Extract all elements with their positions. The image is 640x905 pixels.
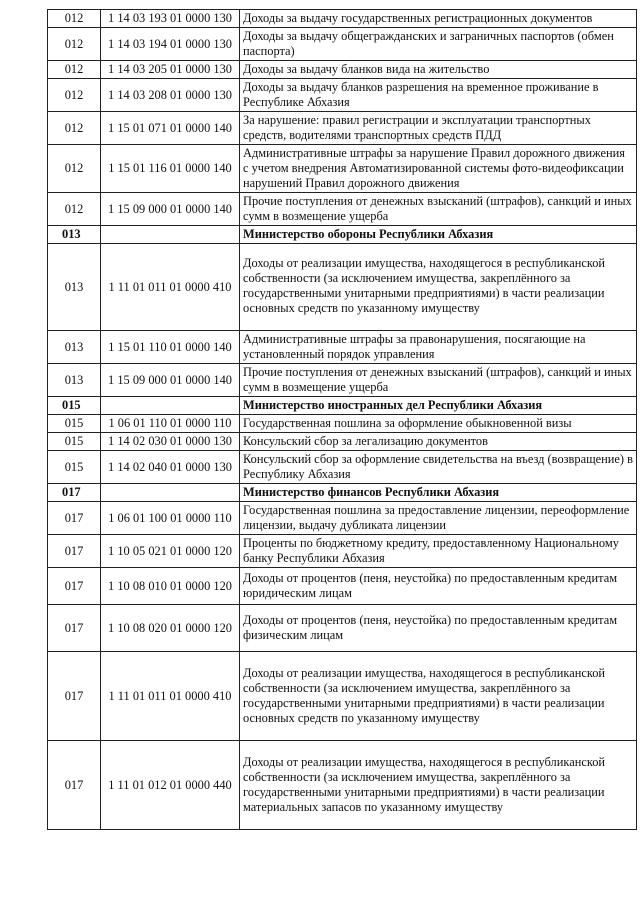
budget-code-cell: 1 15 01 071 01 0000 140 — [101, 112, 240, 145]
table-row — [48, 741, 637, 830]
table-row — [48, 652, 637, 741]
revenue-name-cell: Консульский сбор за легализацию документов — [240, 433, 637, 451]
table-row — [48, 61, 637, 79]
admin-code-cell: 017 — [48, 502, 101, 535]
revenue-name-cell: Прочие поступления от денежных взысканий (штрафов), санкций и иных сумм в возмещение ущерба — [240, 193, 637, 226]
budget-code-cell: 1 14 02 040 01 0000 130 — [101, 451, 240, 484]
revenue-name-cell: Административные штрафы за правонарушения, посягающие на установленный порядок управления — [240, 331, 637, 364]
budget-code-cell: 1 10 08 020 01 0000 120 — [101, 605, 240, 652]
section-header-row — [48, 226, 637, 244]
section-header-row — [48, 484, 637, 502]
admin-code-cell: 017 — [48, 484, 101, 502]
admin-code-cell: 017 — [48, 652, 101, 741]
revenue-name-cell: Доходы от процентов (пеня, неустойка) по предоставленным кредитам юридическим лицам — [240, 568, 637, 605]
ministry-name-cell: Министерство обороны Республики Абхазия — [240, 226, 637, 244]
revenue-name-cell: Доходы от процентов (пеня, неустойка) по предоставленным кредитам физическим лицам — [240, 605, 637, 652]
budget-code-cell: 1 14 03 208 01 0000 130 — [101, 79, 240, 112]
budget-code-cell: 1 10 08 010 01 0000 120 — [101, 568, 240, 605]
revenue-name-cell: Консульский сбор за оформление свидетельства на въезд (возвращение) в Республику Абхазия — [240, 451, 637, 484]
table-row — [48, 112, 637, 145]
table-row — [48, 145, 637, 193]
budget-code-cell: 1 15 01 116 01 0000 140 — [101, 145, 240, 193]
admin-code-cell: 015 — [48, 451, 101, 484]
revenue-name-cell: Государственная пошлина за предоставление лицензии, переоформление лицензии, выдачу дубликата лицензии — [240, 502, 637, 535]
budget-code-cell: 1 11 01 011 01 0000 410 — [101, 244, 240, 331]
budget-code-cell: 1 14 03 205 01 0000 130 — [101, 61, 240, 79]
admin-code-cell: 017 — [48, 605, 101, 652]
revenue-name-cell: За нарушение: правил регистрации и эксплуатации транспортных средств, водителями транспортных средств ПДД — [240, 112, 637, 145]
admin-code-cell: 013 — [48, 331, 101, 364]
budget-code-cell: 1 14 02 030 01 0000 130 — [101, 433, 240, 451]
budget-code-cell: 1 14 03 193 01 0000 130 — [101, 10, 240, 28]
budget-code-cell — [101, 226, 240, 244]
admin-code-cell: 012 — [48, 145, 101, 193]
admin-code-cell: 015 — [48, 415, 101, 433]
table-row — [48, 415, 637, 433]
admin-code-cell: 017 — [48, 535, 101, 568]
admin-code-cell: 012 — [48, 10, 101, 28]
table-row — [48, 331, 637, 364]
admin-code-cell: 017 — [48, 568, 101, 605]
table-row — [48, 433, 637, 451]
section-header-row — [48, 397, 637, 415]
table-row — [48, 364, 637, 397]
ministry-name-cell: Министерство иностранных дел Республики Абхазия — [240, 397, 637, 415]
budget-code-cell — [101, 484, 240, 502]
table-row — [48, 605, 637, 652]
revenue-classification-table — [47, 9, 637, 830]
budget-code-cell: 1 14 03 194 01 0000 130 — [101, 28, 240, 61]
revenue-name-cell: Доходы за выдачу общегражданских и заграничных паспортов (обмен паспорта) — [240, 28, 637, 61]
admin-code-cell: 012 — [48, 193, 101, 226]
budget-code-cell: 1 10 05 021 01 0000 120 — [101, 535, 240, 568]
budget-code-cell: 1 11 01 012 01 0000 440 — [101, 741, 240, 830]
admin-code-cell: 013 — [48, 364, 101, 397]
budget-code-cell: 1 15 01 110 01 0000 140 — [101, 331, 240, 364]
table-row — [48, 28, 637, 61]
admin-code-cell: 012 — [48, 112, 101, 145]
budget-code-cell: 1 11 01 011 01 0000 410 — [101, 652, 240, 741]
revenue-name-cell: Административные штрафы за нарушение Правил дорожного движения с учетом внедрения Автоматизированной системы фото-видеофиксации нарушений Правил дорожного движения — [240, 145, 637, 193]
table-row — [48, 10, 637, 28]
table-row — [48, 244, 637, 331]
admin-code-cell: 015 — [48, 397, 101, 415]
budget-code-cell: 1 15 09 000 01 0000 140 — [101, 193, 240, 226]
budget-code-cell — [101, 397, 240, 415]
table-row — [48, 193, 637, 226]
admin-code-cell: 015 — [48, 433, 101, 451]
admin-code-cell: 013 — [48, 226, 101, 244]
revenue-name-cell: Доходы от реализации имущества, находящегося в республиканской собственности (за исключением имущества, закреплённого за государственными унитарными предприятиями) в части реализации материальных запасов по указанному имуществу — [240, 741, 637, 830]
admin-code-cell: 017 — [48, 741, 101, 830]
budget-code-cell: 1 06 01 100 01 0000 110 — [101, 502, 240, 535]
revenue-name-cell: Прочие поступления от денежных взысканий (штрафов), санкций и иных сумм в возмещение ущерба — [240, 364, 637, 397]
admin-code-cell: 012 — [48, 28, 101, 61]
admin-code-cell: 012 — [48, 79, 101, 112]
table-row — [48, 568, 637, 605]
table-row — [48, 451, 637, 484]
revenue-name-cell: Доходы за выдачу бланков вида на жительство — [240, 61, 637, 79]
table-row — [48, 535, 637, 568]
revenue-name-cell: Проценты по бюджетному кредиту, предоставленному Национальному банку Республики Абхазия — [240, 535, 637, 568]
table-body — [48, 10, 637, 830]
revenue-name-cell: Государственная пошлина за оформление обыкновенной визы — [240, 415, 637, 433]
table-row — [48, 79, 637, 112]
budget-code-cell: 1 15 09 000 01 0000 140 — [101, 364, 240, 397]
admin-code-cell: 013 — [48, 244, 101, 331]
revenue-name-cell: Доходы за выдачу бланков разрешения на временное проживание в Республике Абхазия — [240, 79, 637, 112]
revenue-name-cell: Доходы от реализации имущества, находящегося в республиканской собственности (за исключением имущества, закреплённого за государственными унитарными предприятиями) в части реализации основных средств по указанному имуществу — [240, 652, 637, 741]
revenue-name-cell: Доходы от реализации имущества, находящегося в республиканской собственности (за исключением имущества, закреплённого за государственными унитарными предприятиями) в части реализации основных средств по указанному имуществу — [240, 244, 637, 331]
ministry-name-cell: Министерство финансов Республики Абхазия — [240, 484, 637, 502]
budget-code-cell: 1 06 01 110 01 0000 110 — [101, 415, 240, 433]
admin-code-cell: 012 — [48, 61, 101, 79]
table-row — [48, 502, 637, 535]
revenue-name-cell: Доходы за выдачу государственных регистрационных документов — [240, 10, 637, 28]
